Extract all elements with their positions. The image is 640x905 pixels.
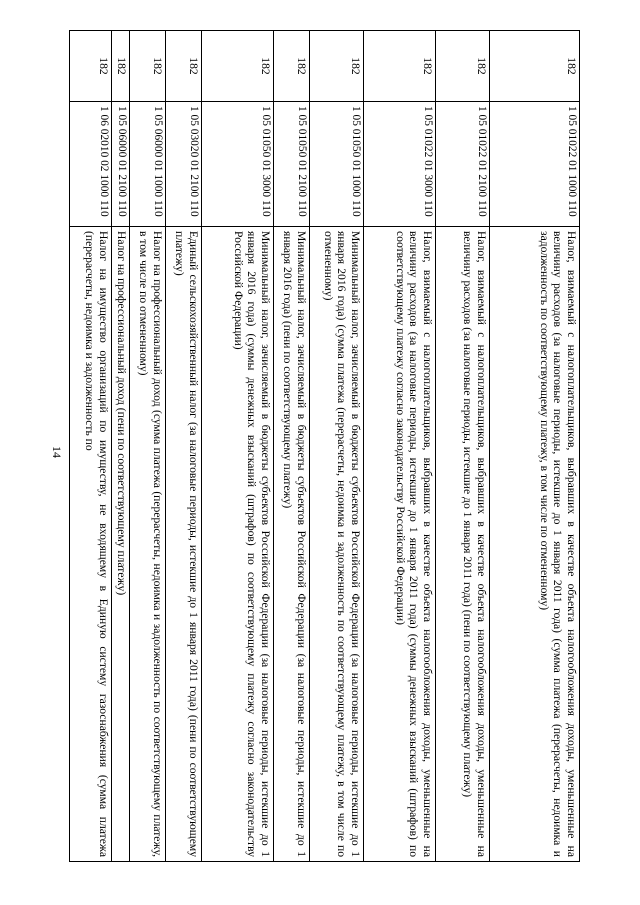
table-row: [70, 31, 112, 862]
admin-code-cell: 182: [490, 31, 580, 102]
table-row: [202, 31, 274, 862]
budget-code-cell: 1 05 01022 01 1000 110: [490, 102, 580, 227]
budget-code-cell: 1 05 06000 01 1000 110: [130, 102, 166, 227]
table-row: [364, 31, 436, 862]
budget-code-cell: 1 06 02010 02 1000 110: [70, 102, 112, 227]
budget-code-cell: 1 05 03020 01 2100 110: [166, 102, 202, 227]
budget-code-cell: 1 05 01022 01 2100 110: [436, 102, 490, 227]
description-cell: Минимальный налог, зачисляемый в бюджеты субъектов Российской Федерации (за налоговые периоды, истекшие до 1 января 2016 года) (сумма платежа (перерасчеты, недоимка и задолженность по соответствующему платежу, в том числе по отмененному): [310, 227, 364, 862]
table-rotation-frame: [70, 30, 580, 862]
admin-code-cell: 182: [112, 31, 130, 102]
table-landscape-frame: [70, 30, 580, 862]
description-cell: Налог на профессиональный доход (сумма платежа (перерасчеты, недоимка и задолженность по соответствующему платежу, в том числе по отмененному): [130, 227, 166, 862]
admin-code-cell: 182: [310, 31, 364, 102]
description-cell: Налог на профессиональный доход (пени по соответствующему платежу): [112, 227, 130, 862]
description-cell: Налог, взимаемый с налогоплательщиков, выбравших в качестве объекта налогообложения доходы, уменьшенные на величину расходов (за налоговые периоды, истекшие до 1 января 2011 года) (суммы денежных взысканий (штрафов) по соответствующему платежу согласно законодательству Российской Федерации): [364, 227, 436, 862]
description-cell: Налог, взимаемый с налогоплательщиков, выбравших в качестве объекта налогообложения доходы, уменьшенные на величину расходов (за налоговые периоды, истекшие до 1 января 2011 года) (пени по соответствующему платежу): [436, 227, 490, 862]
admin-code-cell: 182: [364, 31, 436, 102]
admin-code-cell: 182: [436, 31, 490, 102]
revenue-codes-table: [69, 30, 580, 862]
table-row: [436, 31, 490, 862]
table-row: [112, 31, 130, 862]
budget-code-cell: 1 05 01022 01 3000 110: [364, 102, 436, 227]
description-cell: Налог, взимаемый с налогоплательщиков, выбравших в качестве объекта налогообложения доходы, уменьшенные на величину расходов (за налоговые периоды, истекшие до 1 января 2011 года) (сумма платежа (перерасчеты, недоимка и задолженность по соответствующему платежу, в том числе по отмененному): [490, 227, 580, 862]
admin-code-cell: 182: [70, 31, 112, 102]
description-cell: Минимальный налог, зачисляемый в бюджеты субъектов Российской Федерации (за налоговые периоды, истекшие до 1 января 2016 года) (суммы денежных взысканий (штрафов) по соответствующему платежу согласно законодательству Российской Федерации): [202, 227, 274, 862]
budget-code-cell: 1 05 01050 01 1000 110: [310, 102, 364, 227]
description-cell: Минимальный налог, зачисляемый в бюджеты субъектов Российской Федерации (за налоговые периоды, истекшие до 1 января 2016 года) (пени по соответствующему платежу): [274, 227, 310, 862]
table-row: [130, 31, 166, 862]
description-cell: Налог на имущество организаций по имуществу, не входящему в Единую систему газоснабжения (сумма платежа (перерасчеты, недоимка и задолженность по: [70, 227, 112, 862]
admin-code-cell: 182: [202, 31, 274, 102]
description-cell: Единый сельскохозяйственный налог (за налоговые периоды, истекшие до 1 января 2011 года) (пени по соответствующему платежу): [166, 227, 202, 862]
table-row: [310, 31, 364, 862]
admin-code-cell: 182: [130, 31, 166, 102]
admin-code-cell: 182: [166, 31, 202, 102]
budget-code-cell: 1 05 01050 01 2100 110: [274, 102, 310, 227]
table-row: [166, 31, 202, 862]
table-row: [490, 31, 580, 862]
admin-code-cell: 182: [274, 31, 310, 102]
page-number: 14: [50, 446, 64, 458]
budget-code-cell: 1 05 01050 01 3000 110: [202, 102, 274, 227]
table-row: [274, 31, 310, 862]
budget-code-cell: 1 05 06000 01 2100 110: [112, 102, 130, 227]
